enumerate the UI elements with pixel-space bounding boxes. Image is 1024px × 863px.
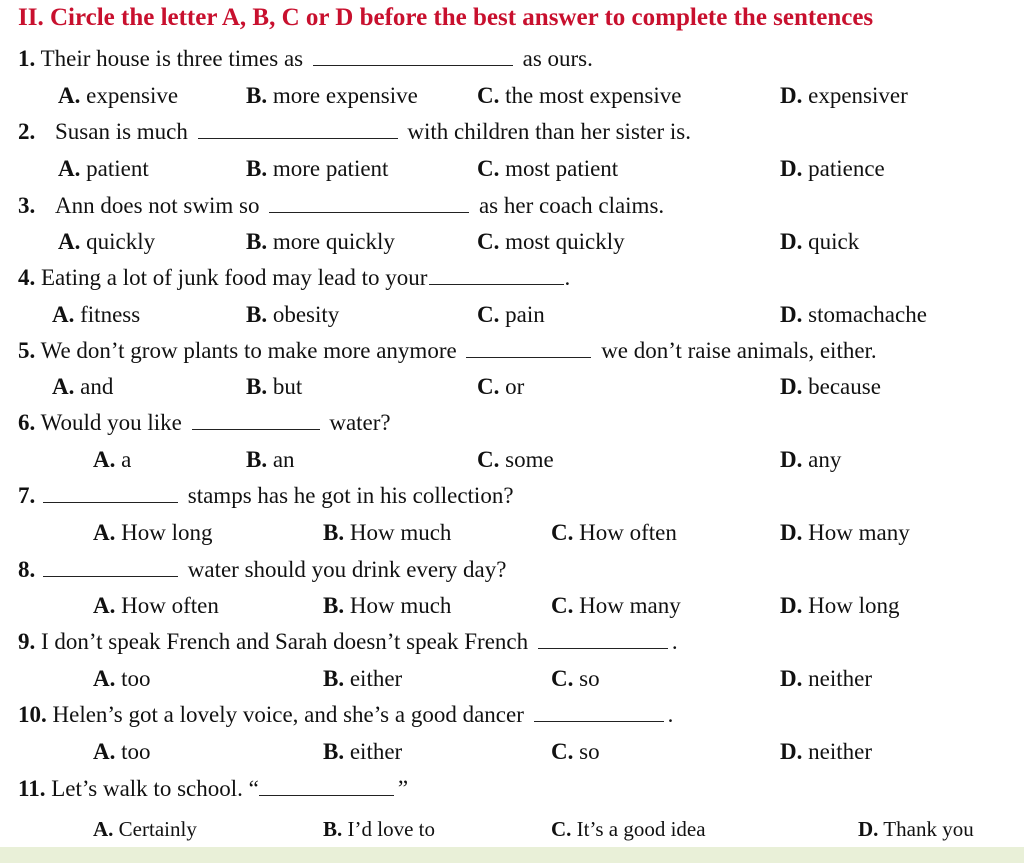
question-6: 6. Would you like water? — [18, 410, 391, 435]
footer-bar — [0, 847, 1024, 863]
question-text-after: as ours. — [522, 46, 593, 71]
option-a: A. quickly — [58, 229, 156, 254]
question-3: 3. Ann does not swim so as her coach claims. — [18, 193, 665, 218]
question-7: 7. stamps has he got in his collection? — [18, 483, 514, 508]
option-a: A. a — [93, 447, 132, 472]
option-b: B. but — [246, 374, 303, 399]
option-b: B. either — [323, 666, 403, 691]
section-title: II. Circle the letter A, B, C or D before the best answer to complete the sentences — [18, 4, 874, 31]
option-c: C. How many — [551, 593, 681, 618]
option-c: C. It’s a good idea — [551, 817, 706, 841]
option-d: D. stomachache — [780, 302, 927, 327]
question-number: 1. — [18, 46, 36, 71]
option-a: A. too — [93, 739, 151, 764]
answer-blank — [313, 47, 513, 66]
question-9: 9. I don’t speak French and Sarah doesn’t speak French . — [18, 629, 678, 654]
option-b: B. either — [323, 739, 403, 764]
option-b: B. more quickly — [246, 229, 395, 254]
answer-blank — [198, 120, 398, 139]
question-1 — [18, 46, 593, 72]
option-c: C. so — [551, 666, 600, 691]
option-c: C. the most expensive — [477, 83, 682, 108]
answer-blank — [259, 777, 394, 796]
option-d: D. neither — [780, 666, 872, 691]
question-11: 11. Let’s walk to school. “ ” — [18, 776, 409, 801]
option-b: B. an — [246, 447, 295, 472]
answer-blank — [43, 558, 178, 577]
option-b: B. How much — [323, 593, 452, 618]
option-b: B. more patient — [246, 156, 389, 181]
option-d: D. any — [780, 447, 842, 472]
answer-blank — [269, 194, 469, 213]
question-4: 4. Eating a lot of junk food may lead to your . — [18, 265, 571, 290]
option-a: A. How long — [93, 520, 213, 545]
answer-blank — [538, 630, 668, 649]
option-a: A. Certainly — [93, 817, 197, 841]
option-a: A. fitness — [52, 302, 141, 327]
option-c: C. most quickly — [477, 229, 625, 254]
question-5: 5. We don’t grow plants to make more anymore we don’t raise animals, either. — [18, 338, 877, 363]
question-8: 8. water should you drink every day? — [18, 557, 507, 582]
answer-blank — [466, 339, 591, 358]
question-text-before: Their house is three times as — [40, 46, 304, 71]
option-c: C. How often — [551, 520, 677, 545]
option-c: C. pain — [477, 302, 545, 327]
option-d: D. patience — [780, 156, 885, 181]
option-d: D. quick — [780, 229, 860, 254]
option-c: C. some — [477, 447, 554, 472]
question-2: 2. Susan is much with children than her sister is. — [18, 119, 691, 144]
answer-blank — [429, 266, 564, 285]
option-d: D. Thank you — [858, 817, 974, 841]
option-b: B. How much — [323, 520, 452, 545]
option-c: C. so — [551, 739, 600, 764]
option-d: D. How many — [780, 520, 910, 545]
option-a: A. patient — [58, 156, 149, 181]
option-a: A. How often — [93, 593, 219, 618]
option-a: A. expensive — [58, 83, 179, 108]
option-d: D. How long — [780, 593, 900, 618]
option-d: D. neither — [780, 739, 872, 764]
answer-blank — [534, 703, 664, 722]
option-c: C. most patient — [477, 156, 619, 181]
option-b: B. I’d love to — [323, 817, 435, 841]
option-b: B. obesity — [246, 302, 340, 327]
answer-blank — [192, 411, 320, 430]
option-d: D. expensiver — [780, 83, 908, 108]
option-a: A. too — [93, 666, 151, 691]
option-b: B. more expensive — [246, 83, 418, 108]
option-c: C. or — [477, 374, 525, 399]
answer-blank — [43, 484, 178, 503]
option-a: A. and — [52, 374, 114, 399]
option-d: D. because — [780, 374, 881, 399]
question-10: 10. Helen’s got a lovely voice, and she’s a good dancer . — [18, 702, 674, 727]
